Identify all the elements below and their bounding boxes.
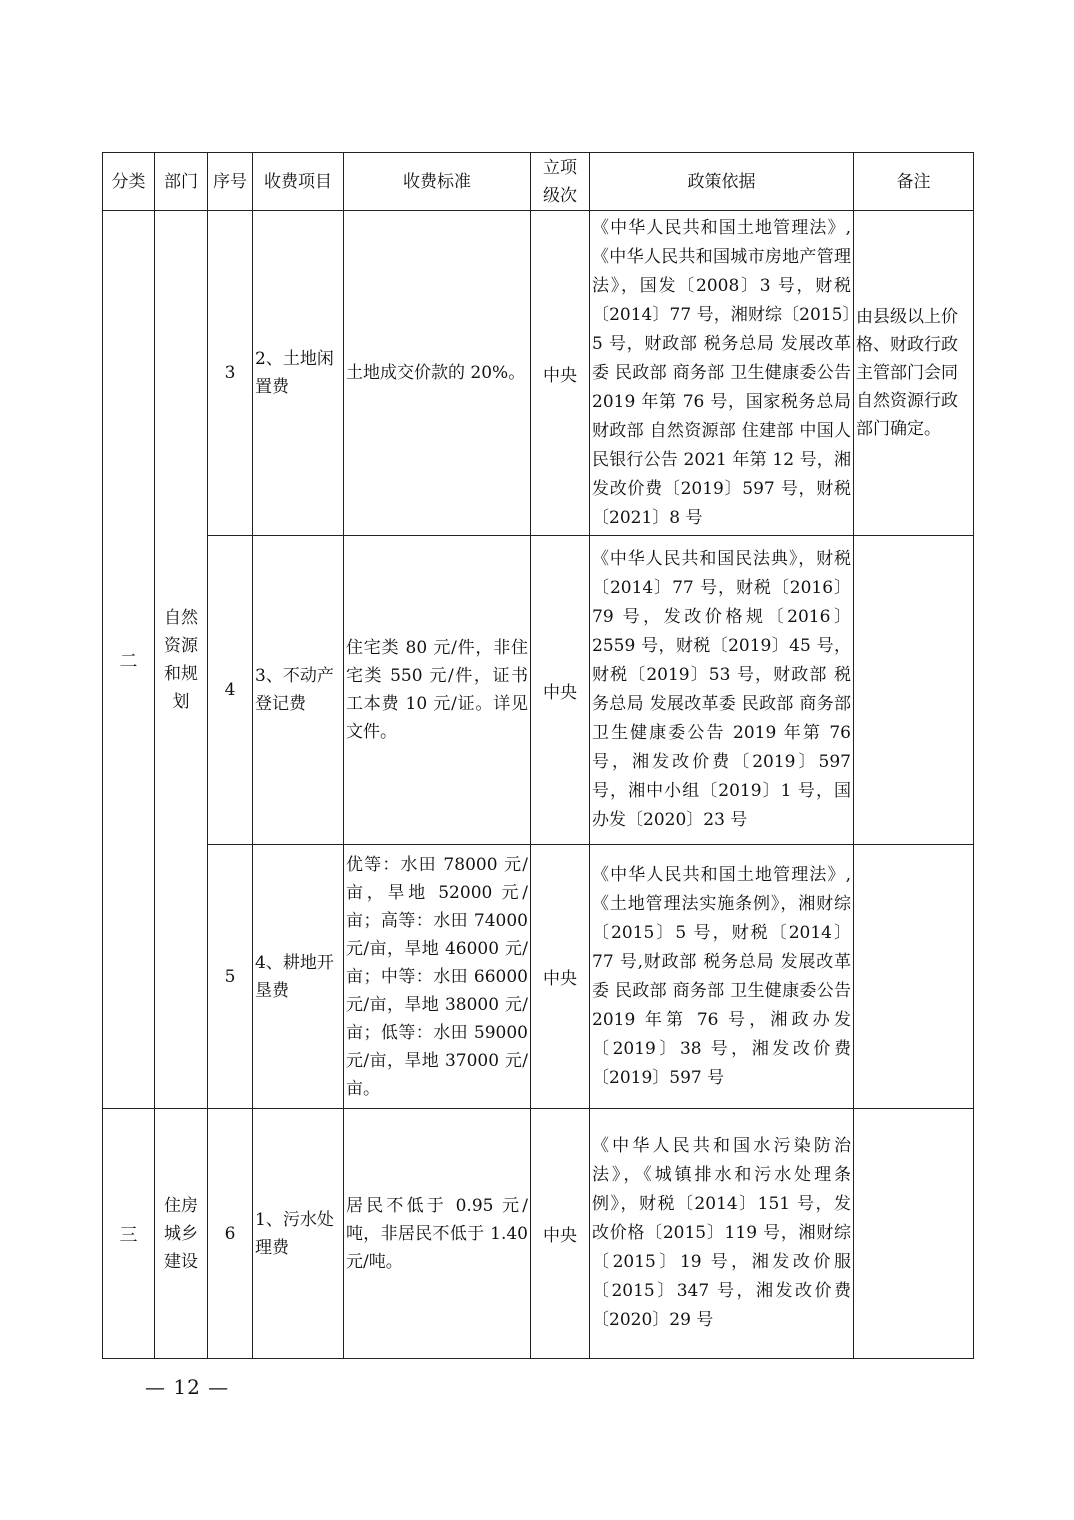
department-cell <box>155 1109 208 1359</box>
note-cell <box>854 1109 974 1359</box>
header-seq: 序号 <box>208 153 253 211</box>
item-cell: 1、污水处理费 <box>253 1109 344 1359</box>
fee-table <box>102 152 974 1359</box>
seq-cell: 3 <box>208 211 253 536</box>
header-level: 立项级次 <box>531 153 590 211</box>
department-label: 自然资源和规划 <box>164 607 198 712</box>
header-standard: 收费标准 <box>344 153 531 211</box>
standard-cell: 居民不低于 0.95 元/吨，非居民不低于 1.40 元/吨。 <box>344 1109 531 1359</box>
page-number: — 12 — <box>145 1375 230 1399</box>
basis-cell: 《中华人民共和国土地管理法》,《中华人民共和国城市房地产管理法》，国发〔2008〕3 号，财税〔2014〕77 号，湘财综〔2015〕5 号，财政部 税务总局 发展改革委 民政部 商务部 卫生健康委公告 2019 年第 76 号，国家税务总局 财政部 自然资源部 住建部 中国人民银行公告 2021 年第 12 号，湘发改价费〔2019〕597 号，财税〔2021〕8 号 <box>590 211 854 536</box>
item-cell: 4、耕地开垦费 <box>253 845 344 1109</box>
level-cell: 中央 <box>531 211 590 536</box>
basis-cell: 《中华人民共和国民法典》，财税〔2014〕77 号，财税〔2016〕79 号，发改价格规〔2016〕2559 号，财税〔2019〕45 号，财税〔2019〕53 号，财政部 税务总局 发展改革委 民政部 商务部 卫生健康委公告 2019 年第 76 号，湘发改价费〔2019〕597 号，湘中小组〔2019〕1 号，国办发〔2020〕23 号 <box>590 536 854 845</box>
level-cell: 中央 <box>531 536 590 845</box>
basis-cell: 《中华人民共和国水污染防治法》，《城镇排水和污水处理条例》，财税〔2014〕151 号，发改价格〔2015〕119 号，湘财综〔2015〕19 号，湘发改价服〔2015〕347 号，湘发改价费〔2020〕29 号 <box>590 1109 854 1359</box>
seq-cell: 5 <box>208 845 253 1109</box>
level-cell: 中央 <box>531 845 590 1109</box>
category-cell: 二 <box>103 211 155 1109</box>
header-department: 部门 <box>155 153 208 211</box>
basis-cell: 《中华人民共和国土地管理法》,《土地管理法实施条例》，湘财综〔2015〕5 号，财税〔2014〕77 号,财政部 税务总局 发展改革委 民政部 商务部 卫生健康委公告 2019 年第 76 号，湘政办发〔2019〕38 号，湘发改价费〔2019〕597 号 <box>590 845 854 1109</box>
header-item: 收费项目 <box>253 153 344 211</box>
department-label: 住房城乡建设 <box>164 1195 198 1272</box>
header-category: 分类 <box>103 153 155 211</box>
note-cell <box>854 536 974 845</box>
standard-cell: 优等：水田 78000 元/亩，旱地 52000 元/亩；高等：水田 74000 元/亩，旱地 46000 元/亩；中等：水田 66000 元/亩，旱地 38000 元/亩；低等：水田 59000 元/亩，旱地 37000 元/亩。 <box>344 845 531 1109</box>
header-row <box>103 153 974 211</box>
level-cell: 中央 <box>531 1109 590 1359</box>
item-cell: 3、不动产登记费 <box>253 536 344 845</box>
seq-cell: 6 <box>208 1109 253 1359</box>
table-row <box>103 845 974 1109</box>
table-row <box>103 536 974 845</box>
seq-cell: 4 <box>208 536 253 845</box>
department-cell <box>155 211 208 1109</box>
note-cell: 由县级以上价格、财政行政主管部门会同自然资源行政部门确定。 <box>854 211 974 536</box>
category-cell: 三 <box>103 1109 155 1359</box>
standard-cell: 住宅类 80 元/件，非住宅类 550 元/件，证书工本费 10 元/证。详见文件。 <box>344 536 531 845</box>
header-basis: 政策依据 <box>590 153 854 211</box>
header-note: 备注 <box>854 153 974 211</box>
item-cell: 2、土地闲置费 <box>253 211 344 536</box>
table-row <box>103 211 974 536</box>
standard-cell: 土地成交价款的 20%。 <box>344 211 531 536</box>
table-row <box>103 1109 974 1359</box>
note-cell <box>854 845 974 1109</box>
